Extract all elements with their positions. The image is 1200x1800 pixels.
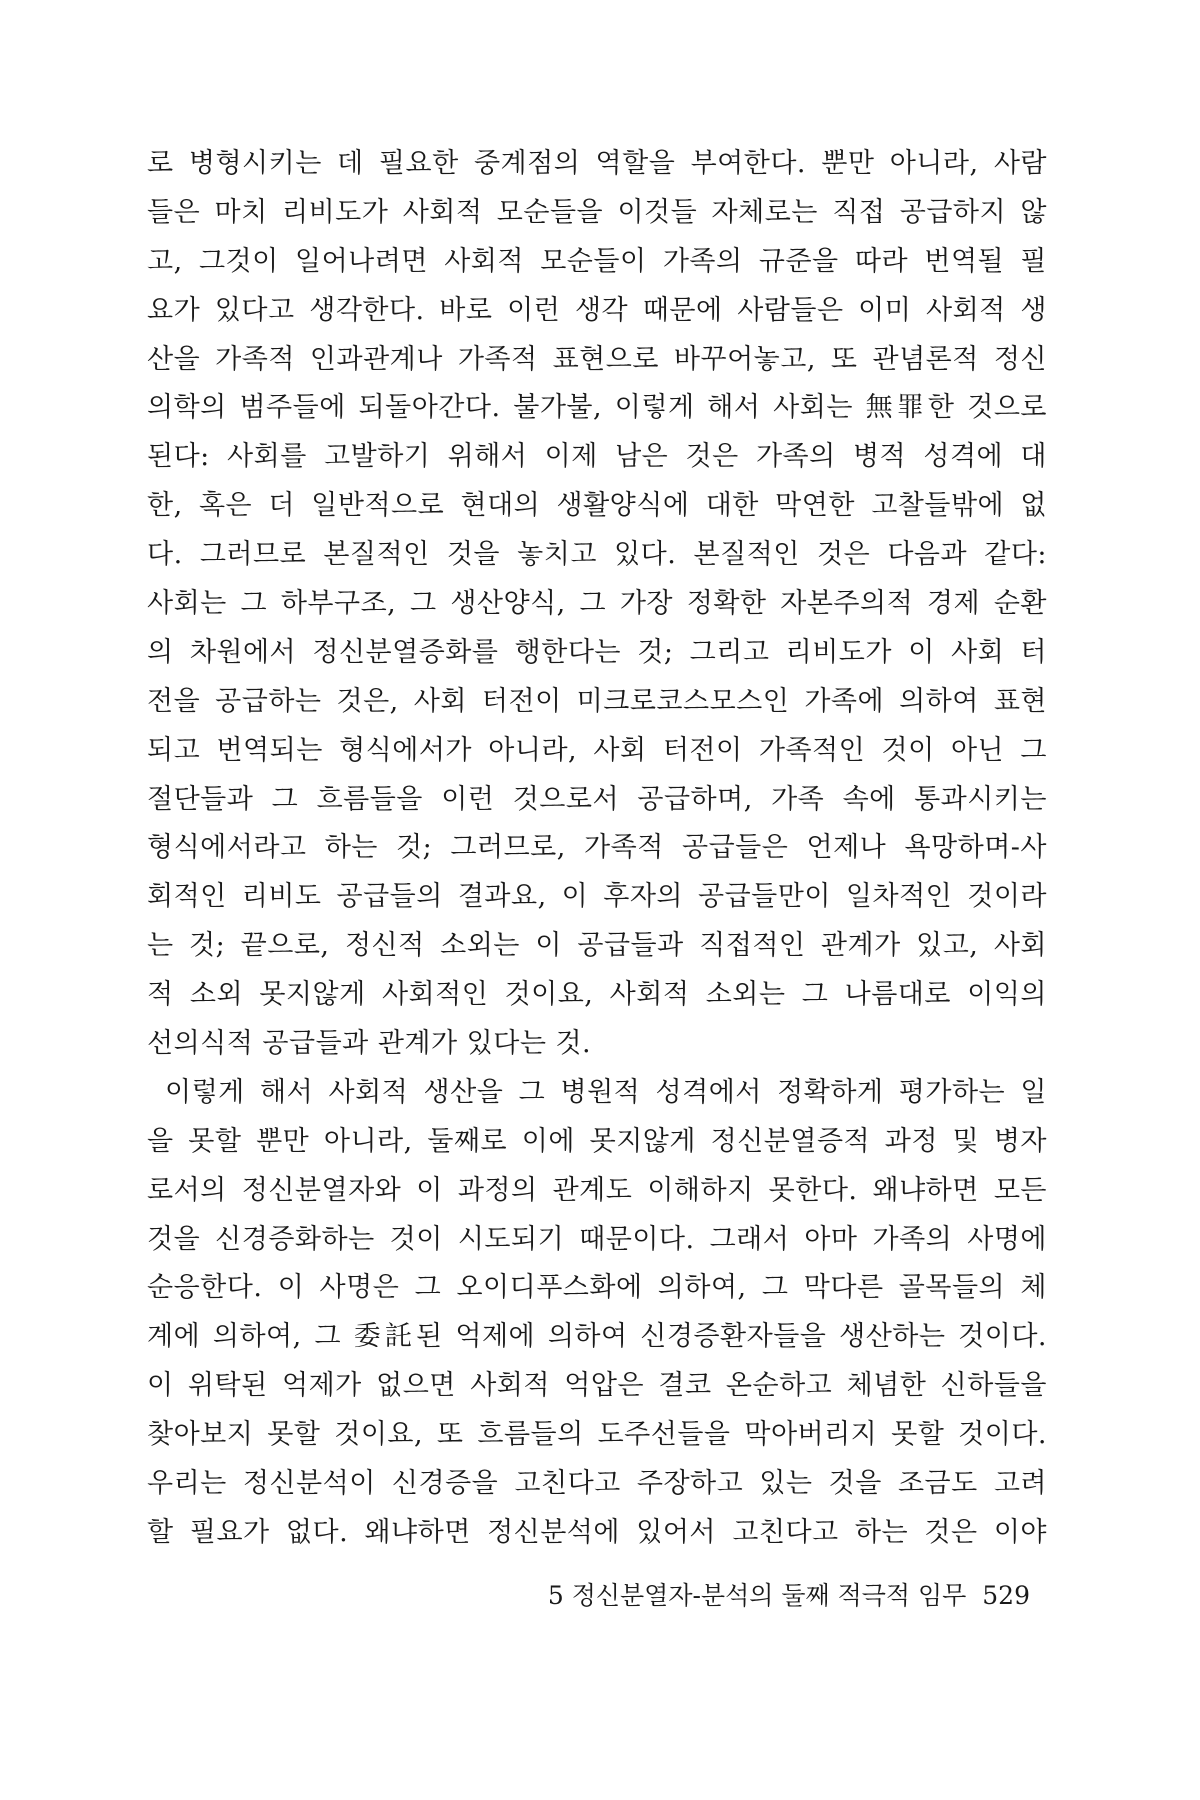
running-title: 5 정신분열자-분석의 둘째 적극적 임무 xyxy=(547,1581,967,1610)
text-line: 고, 그것이 일어나려면 사회적 모순들이 가족의 규준을 따라 번역될 필 xyxy=(147,245,1047,277)
text-line: 의 차원에서 정신분열증화를 행한다는 것; 그리고 리비도가 이 사회 터 xyxy=(147,636,1047,668)
text-line: 는 것; 끝으로, 정신적 소외는 이 공급들과 직접적인 관계가 있고, 사회 xyxy=(147,930,1047,962)
text-line: 전을 공급하는 것은, 사회 터전이 미크로코스모스인 가족에 의하여 표현 xyxy=(147,685,1047,717)
text-line: 되고 번역되는 형식에서가 아니라, 사회 터전이 가족적인 것이 아닌 그 xyxy=(147,734,1047,766)
body-text xyxy=(147,140,1047,1558)
text-line: 것을 신경증화하는 것이 시도되기 때문이다. 그래서 아마 가족의 사명에 xyxy=(147,1223,1047,1255)
page-footer xyxy=(548,1580,1030,1612)
text-line: 들은 마치 리비도가 사회적 모순들을 이것들 자체로는 직접 공급하지 않 xyxy=(147,196,1047,228)
text-line: 순응한다. 이 사명은 그 오이디푸스화에 의하여, 그 막다른 골목들의 체 xyxy=(147,1272,1047,1304)
text-line: 적 소외 못지않게 사회적인 것이요, 사회적 소외는 그 나름대로 이익의 xyxy=(147,979,1047,1011)
text-line: 다. 그러므로 본질적인 것을 놓치고 있다. 본질적인 것은 다음과 같다: xyxy=(147,539,1047,571)
text-line: 로 병형시키는 데 필요한 중계점의 역할을 부여한다. 뿐만 아니라, 사람 xyxy=(147,148,1047,179)
text-line: 계에 의하여, 그 委託된 억제에 의하여 신경증환자들을 생산하는 것이다. xyxy=(147,1321,1047,1353)
text-line: 의학의 범주들에 되돌아간다. 불가불, 이렇게 해서 사회는 無罪한 것으로 xyxy=(147,392,1047,424)
text-line: 이 위탁된 억제가 없으면 사회적 억압은 결코 온순하고 체념한 신하들을 xyxy=(147,1370,1047,1402)
text-line: 을 못할 뿐만 아니라, 둘째로 이에 못지않게 정신분열증적 과정 및 병자 xyxy=(147,1125,1047,1157)
text-line: 요가 있다고 생각한다. 바로 이런 생각 때문에 사람들은 이미 사회적 생 xyxy=(147,294,1047,326)
paragraph-end-line: 선의식적 공급들과 관계가 있다는 것. xyxy=(147,1028,592,1060)
text-line: 형식에서라고 하는 것; 그러므로, 가족적 공급들은 언제나 욕망하며-사 xyxy=(147,832,1047,864)
paragraph-start-line: 이렇게 해서 사회적 생산을 그 병원적 성격에서 정확하게 평가하는 일 xyxy=(165,1076,1047,1108)
text-line: 우리는 정신분석이 신경증을 고친다고 주장하고 있는 것을 조금도 고려 xyxy=(147,1468,1047,1500)
page-number: 529 xyxy=(982,1581,1030,1610)
text-line: 로서의 정신분열자와 이 과정의 관계도 이해하지 못한다. 왜냐하면 모든 xyxy=(147,1174,1047,1206)
text-line: 사회는 그 하부구조, 그 생산양식, 그 가장 정확한 자본주의적 경제 순환 xyxy=(147,588,1047,620)
text-line: 찾아보지 못할 것이요, 또 흐름들의 도주선들을 막아버리지 못할 것이다. xyxy=(147,1419,1047,1451)
text-line: 절단들과 그 흐름들을 이런 것으로서 공급하며, 가족 속에 통과시키는 xyxy=(147,783,1047,815)
text-line: 한, 혹은 더 일반적으로 현대의 생활양식에 대한 막연한 고찰들밖에 없 xyxy=(147,490,1047,522)
text-line: 된다: 사회를 고발하기 위해서 이제 남은 것은 가족의 병적 성격에 대 xyxy=(147,441,1047,473)
text-line: 산을 가족적 인과관계나 가족적 표현으로 바꾸어놓고, 또 관념론적 정신 xyxy=(147,343,1047,375)
text-line: 할 필요가 없다. 왜냐하면 정신분석에 있어서 고친다고 하는 것은 이야 xyxy=(147,1516,1047,1548)
text-line: 회적인 리비도 공급들의 결과요, 이 후자의 공급들만이 일차적인 것이라 xyxy=(147,881,1047,913)
